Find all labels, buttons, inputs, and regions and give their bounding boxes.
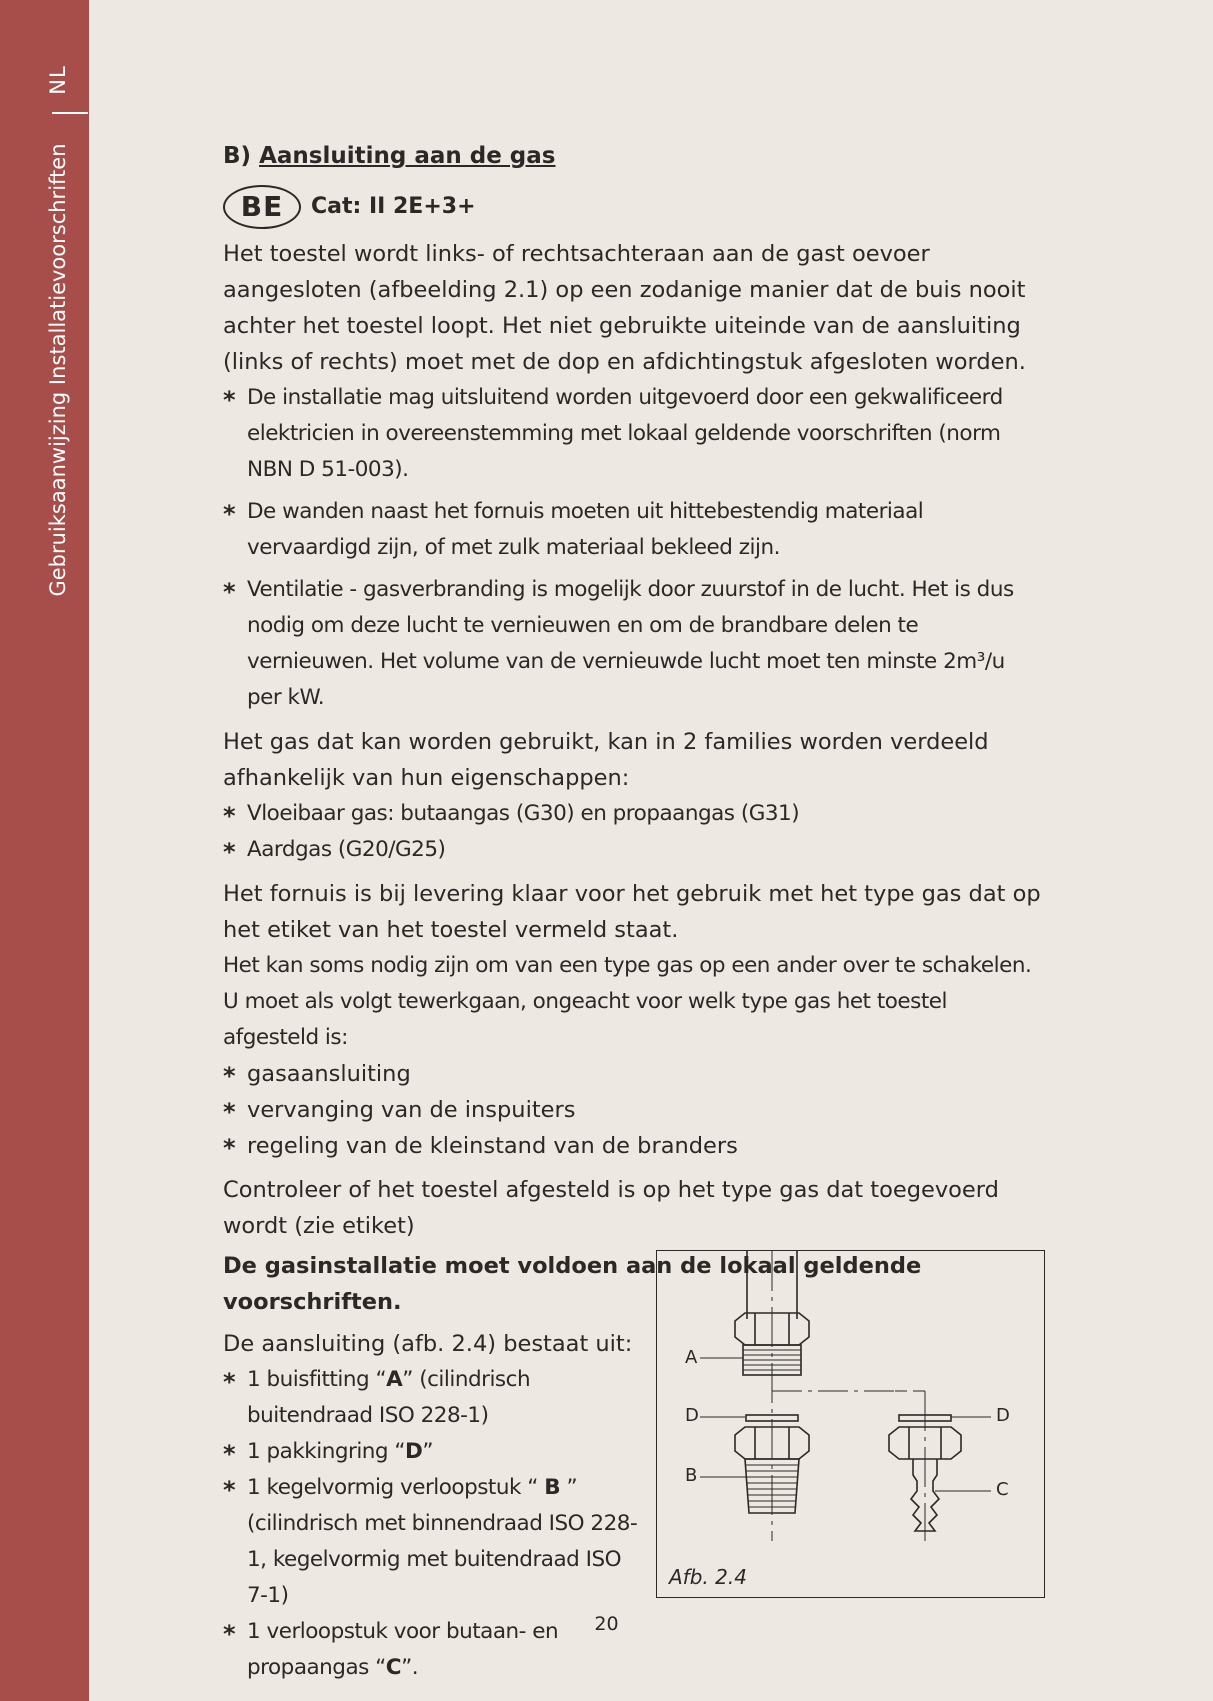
intro-paragraph: Het toestel wordt links- of rechtsachteraan aan de gast oevoer aangesloten (afbeelding 2.1) op een zodanige manier dat de buis nooit achter het toestel loopt. Het niet gebruikte uiteinde van de aansluiting (links of rechts) moet met de dop en afdichtingstuk afgesloten worden. bbox=[223, 241, 1026, 375]
list-item: * 1 verloopstuk voor butaan- en propaangas “C”. bbox=[223, 1614, 643, 1686]
list-item: * Aardgas (G20/G25) bbox=[223, 832, 1043, 868]
page-number: 20 bbox=[594, 1613, 619, 1635]
label-c: C bbox=[996, 1479, 1009, 1500]
list-item: * Vloeibaar gas: butaangas (G30) en propaangas (G31) bbox=[223, 796, 1043, 832]
gas-families-list bbox=[223, 796, 1043, 868]
figure-caption: Afb. 2.4 bbox=[669, 1565, 747, 1589]
check-paragraph: Controleer of het toestel afgesteld is op het type gas dat toegevoerd wordt (zie etiket) bbox=[223, 1177, 999, 1239]
sidebar-divider bbox=[52, 112, 88, 114]
delivery-paragraph: Het fornuis is bij levering klaar voor het gebruik met het type gas dat op het etiket van het toestel vermeld staat. bbox=[223, 881, 1041, 943]
section-title: Aansluiting aan de gas bbox=[259, 143, 556, 169]
regulation-notice: De gasinstallatie moet voldoen aan de lokaal geldende voorschriften. bbox=[223, 1253, 922, 1315]
section-prefix: B) bbox=[223, 143, 252, 169]
connection-parts-list bbox=[223, 1362, 643, 1686]
list-item: * Ventilatie - gasverbranding is mogelijk door zuurstof in de lucht. Het is dus nodig om deze lucht te vernieuwen en om de brandbare delen te vernieuwen. Het volume van de vernieuwde lucht moet ten minste 2m³/u per kW. bbox=[223, 572, 1043, 716]
list-item: * regeling van de kleinstand van de branders bbox=[223, 1128, 1043, 1164]
families-paragraph: Het gas dat kan worden gebruikt, kan in 2 families worden verdeeld afhankelijk van hun eigenschappen: bbox=[223, 729, 989, 791]
gas-category: Cat: II 2E+3+ bbox=[311, 194, 476, 219]
list-item: * De wanden naast het fornuis moeten uit hittebestendig materiaal vervaardigd zijn, of met zulk materiaal bekleed zijn. bbox=[223, 494, 1043, 566]
list-item: * vervanging van de inspuiters bbox=[223, 1092, 1043, 1128]
label-d-left: D bbox=[685, 1405, 699, 1426]
procedure-list bbox=[223, 1056, 1043, 1164]
connection-intro: De aansluiting (afb. 2.4) bestaat uit: bbox=[223, 1331, 633, 1357]
list-item: * De installatie mag uitsluitend worden uitgevoerd door een gekwalificeerd elektricien in overeenstemming met lokaal geldende voorschriften (norm NBN D 51-003). bbox=[223, 380, 1043, 488]
switch-paragraph-2: U moet als volgt tewerkgaan, ongeacht voor welk type gas het toestel afgesteld is: bbox=[223, 989, 947, 1050]
list-item: * gasaansluiting bbox=[223, 1056, 1043, 1092]
label-d-right: D bbox=[996, 1405, 1010, 1426]
requirements-list bbox=[223, 380, 1043, 716]
country-badge: BE bbox=[223, 185, 301, 229]
label-a: A bbox=[685, 1347, 698, 1368]
list-item: * 1 kegelvormig verloopstuk “ B ” (cilindrisch met binnendraad ISO 228-1, kegelvormig met buitendraad ISO 7-1) bbox=[223, 1470, 643, 1614]
category-row bbox=[223, 184, 1043, 230]
language-label: NL bbox=[46, 65, 70, 95]
sidebar bbox=[0, 0, 89, 1701]
sidebar-title: Gebruiksaanwijzing Installatievoorschriften bbox=[46, 143, 70, 597]
figure-gas-connection bbox=[656, 1250, 1045, 1598]
section-heading bbox=[223, 138, 1043, 174]
gas-fitting-diagram bbox=[657, 1251, 1043, 1596]
list-item: * 1 pakkingring “D” bbox=[223, 1434, 643, 1470]
label-b: B bbox=[685, 1465, 698, 1486]
list-item: * 1 buisfitting “A” (cilindrisch buitendraad ISO 228-1) bbox=[223, 1362, 643, 1434]
switch-paragraph-1: Het kan soms nodig zijn om van een type gas op een ander over te schakelen. bbox=[223, 953, 1032, 978]
